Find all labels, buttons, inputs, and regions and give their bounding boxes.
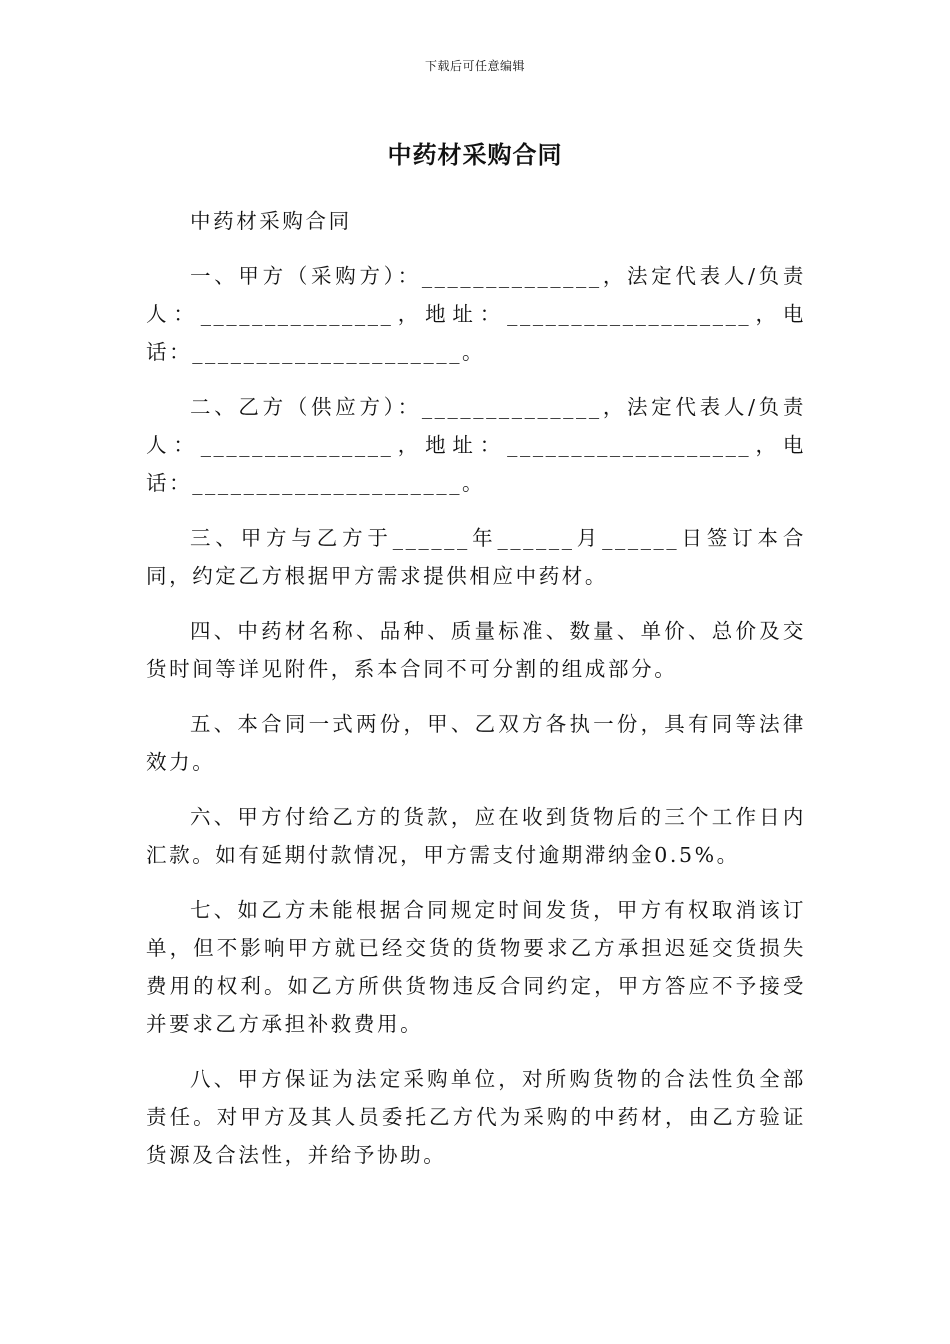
header-note: 下载后可任意编辑 [424,59,525,73]
paragraph-payment: 六、甲方付给乙方的货款，应在收到货物后的三个工作日内汇款。如有延期付款情况，甲方需支付逾期滞纳金0.5%。 [146,805,806,867]
document-title: 中药材采购合同 [387,141,563,169]
contract-body [146,202,806,1191]
paragraph-signing-date: 三、甲方与乙方于______年______月______日签订本合同，约定乙方根据甲方需求提供相应中药材。 [146,526,806,588]
paragraph-heading: 中药材采购合同 [190,209,352,233]
paragraph-goods-details: 四、中药材名称、品种、质量标准、数量、单价、总价及交货时间等详见附件，系本合同不可分割的组成部分。 [146,619,806,681]
paragraph-legality: 八、甲方保证为法定采购单位，对所购货物的合法性负全部责任。对甲方及其人员委托乙方代为采购的中药材，由乙方验证货源及合法性，并给予协助。 [146,1067,806,1167]
paragraph-party-b: 二、乙方（供应方）：______________，法定代表人/负责人：_______________，地址：___________________，电话：_____________________。 [146,395,806,495]
paragraph-copies: 五、本合同一式两份，甲、乙双方各执一份，具有同等法律效力。 [146,712,806,774]
paragraph-party-a: 一、甲方（采购方）：______________，法定代表人/负责人：_______________，地址：___________________，电话：_____________________。 [146,264,806,364]
paragraph-delivery-breach: 七、如乙方未能根据合同规定时间发货，甲方有权取消该订单，但不影响甲方就已经交货的货物要求乙方承担迟延交货损失费用的权利。如乙方所供货物违反合同约定，甲方答应不予接受并要求乙方承担补救费用。 [146,898,806,1036]
